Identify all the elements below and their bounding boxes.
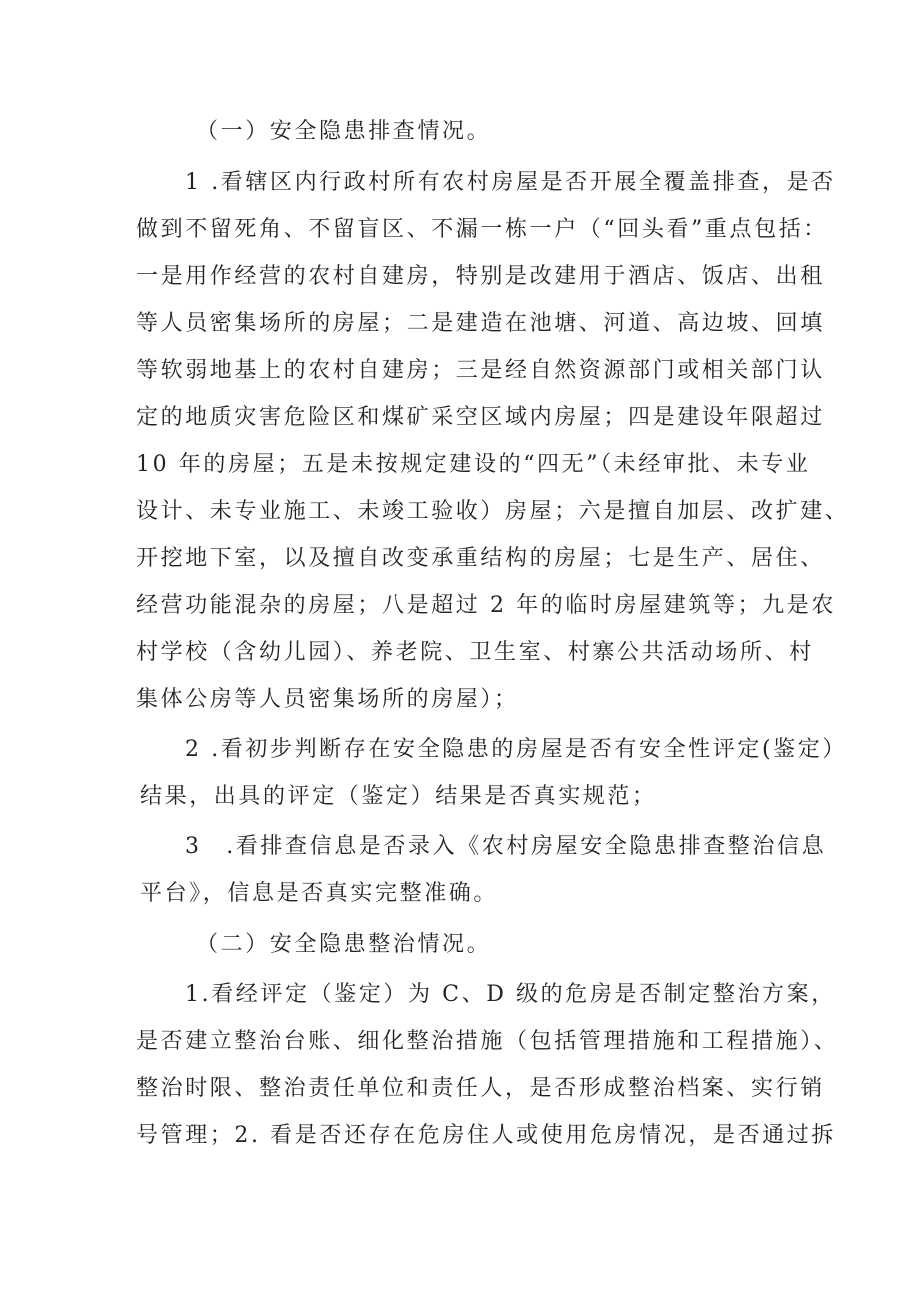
section-2-item-1-line-4: 号管理；2. 看是否还存在危房住人或使用危房情况，是否通过拆 [136, 1123, 836, 1148]
section-1-item-1-line-3: 一是用作经营的农村自建房，特别是改建用于酒店、饭店、出租 [136, 264, 825, 289]
section-2-item-1-line-1: 1.看经评定（鉴定）为 C、D 级的危房是否制定整治方案， [185, 982, 836, 1007]
section-1-item-1-line-10: 经营功能混杂的房屋；八是超过 2 年的临时房屋建筑等；九是农 [136, 593, 836, 618]
section-1-item-1-line-8: 设计、未专业施工、未竣工验收）房屋；六是擅自加层、改扩建、 [136, 499, 850, 524]
section-1-item-3-line-1: 3 .看排查信息是否录入《农村房屋安全隐患排查整治信息 [185, 834, 827, 859]
section-2-heading: （二）安全隐患整治情况。 [196, 932, 492, 957]
section-1-item-1-line-12: 集体公房等人员密集场所的房屋）； [136, 687, 519, 712]
section-1-heading: （一）安全隐患排查情况。 [196, 119, 492, 144]
section-1-item-1-line-1: 1 .看辖区内行政村所有农村房屋是否开展全覆盖排查，是否 [185, 170, 836, 195]
section-1-item-1-line-2: 做到不留死角、不留盲区、不漏一栋一户（“回头看”重点包括： [136, 217, 828, 242]
section-1-item-3-line-2: 平台》，信息是否真实完整准确。 [140, 881, 499, 906]
section-1-item-1-line-4: 等人员密集场所的房屋；二是建造在池塘、河道、高边坡、回填 [136, 311, 825, 336]
section-1-item-1-line-11: 村学校（含幼儿园）、养老院、卫生室、村寨公共活动场所、村 [136, 640, 814, 665]
section-2-item-1-line-2: 是否建立整治台账、细化整治措施（包括管理措施和工程措施）、 [136, 1029, 839, 1054]
section-1-item-1-line-9: 开挖地下室，以及擅自改变承重结构的房屋；七是生产、居住、 [136, 546, 825, 571]
section-2-item-1-line-3: 整治时限、整治责任单位和责任人，是否形成整治档案、实行销 [136, 1076, 825, 1101]
section-1-item-2-line-2: 结果，出具的评定（鉴定）结果是否真实规范； [140, 784, 657, 809]
section-1-item-2-line-1: 2 .看初步判断存在安全隐患的房屋是否有安全性评定(鉴定） [185, 737, 847, 762]
section-1-item-1-line-5: 等软弱地基上的农村自建房；三是经自然资源部门或相关部门认 [136, 358, 825, 383]
section-1-item-1-line-7: 10 年的房屋；五是未按规定建设的“四无”（未经审批、未专业 [136, 452, 811, 477]
section-1-item-1-line-6: 定的地质灾害危险区和煤矿采空区域内房屋；四是建设年限超过 [136, 405, 825, 430]
